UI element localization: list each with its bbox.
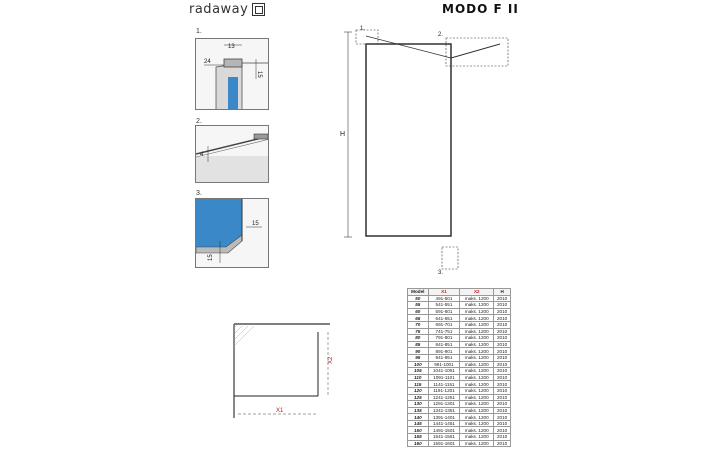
callout-3: 3. [438, 270, 444, 276]
table-row [408, 321, 511, 328]
col-model-header: Model [408, 289, 429, 296]
cell-x1: 1091-1101 [428, 374, 460, 381]
cell-model: 155 [408, 434, 429, 441]
table-row [408, 381, 511, 388]
table-row [408, 434, 511, 441]
cell-x2: maks. 1200 [460, 341, 494, 348]
col-h-header: H [494, 289, 511, 296]
cell-x2: maks. 1200 [460, 315, 494, 322]
brand-logo [189, 2, 265, 17]
cell-x2: maks. 1200 [460, 434, 494, 441]
cell-x1: 941-951 [428, 354, 460, 361]
col-x2-header: X2 [460, 289, 494, 296]
table-row [408, 427, 511, 434]
table-row [408, 374, 511, 381]
cell-model: 140 [408, 414, 429, 421]
spec-table [407, 288, 511, 447]
col-x1-header: X1 [428, 289, 460, 296]
cell-x1: 541-551 [428, 302, 460, 309]
spec-table-header [408, 289, 511, 296]
cell-x1: 891-901 [428, 348, 460, 355]
detail-2-label: 2. [196, 118, 202, 125]
cell-x2: maks. 1200 [460, 407, 494, 414]
cell-model: 120 [408, 387, 429, 394]
cell-model: 55 [408, 302, 429, 309]
cell-model: 90 [408, 348, 429, 355]
cell-model: 80 [408, 335, 429, 342]
cell-h: 2010 [494, 420, 511, 427]
cell-h: 2010 [494, 295, 511, 302]
cell-h: 2010 [494, 308, 511, 315]
cell-model: 60 [408, 308, 429, 315]
cell-x1: 591-601 [428, 308, 460, 315]
detail-2-dim-a: 4 [200, 152, 204, 158]
cell-x2: maks. 1200 [460, 387, 494, 394]
cell-h: 2010 [494, 315, 511, 322]
cell-h: 2010 [494, 407, 511, 414]
table-row [408, 387, 511, 394]
cell-h: 2010 [494, 335, 511, 342]
cell-x1: 1041-1051 [428, 368, 460, 375]
cell-x2: maks. 1200 [460, 414, 494, 421]
cell-x2: maks. 1200 [460, 348, 494, 355]
cell-h: 2010 [494, 427, 511, 434]
cell-model: 130 [408, 401, 429, 408]
cell-model: 105 [408, 368, 429, 375]
cell-x2: maks. 1200 [460, 361, 494, 368]
product-title: MODO F II [442, 2, 519, 16]
detail-1-drawing [196, 39, 269, 110]
cell-x1: 1191-1201 [428, 387, 460, 394]
cell-x1: 1391-1401 [428, 414, 460, 421]
cell-x2: maks. 1200 [460, 394, 494, 401]
cell-x1: 1141-1151 [428, 381, 460, 388]
cell-model: 70 [408, 321, 429, 328]
plan-view-drawing [228, 318, 338, 428]
cell-x2: maks. 1200 [460, 308, 494, 315]
cell-model: 145 [408, 420, 429, 427]
cell-x2: maks. 1200 [460, 328, 494, 335]
cell-x2: maks. 1200 [460, 295, 494, 302]
table-row [408, 328, 511, 335]
main-elevation-drawing [330, 22, 530, 282]
cell-h: 2010 [494, 328, 511, 335]
cell-model: 110 [408, 374, 429, 381]
cell-model: 95 [408, 354, 429, 361]
cell-h: 2010 [494, 414, 511, 421]
cell-model: 135 [408, 407, 429, 414]
table-row [408, 394, 511, 401]
spec-table-body [408, 295, 511, 447]
cell-model: 150 [408, 427, 429, 434]
detail-3-label: 3. [196, 190, 202, 197]
detail-3-frame [195, 198, 269, 268]
height-label: H [340, 131, 346, 138]
cell-x2: maks. 1200 [460, 374, 494, 381]
detail-3-dim-a: 15 [252, 221, 259, 227]
cell-h: 2010 [494, 381, 511, 388]
cell-model: 75 [408, 328, 429, 335]
cell-h: 2010 [494, 368, 511, 375]
table-row [408, 401, 511, 408]
table-row [408, 341, 511, 348]
cell-x2: maks. 1200 [460, 335, 494, 342]
cell-model: 65 [408, 315, 429, 322]
cell-h: 2010 [494, 401, 511, 408]
cell-x2: maks. 1200 [460, 420, 494, 427]
detail-3-dim-b: 15 [208, 254, 214, 261]
detail-1-dim-c: 15 [256, 71, 262, 78]
detail-1-frame [195, 38, 269, 110]
detail-2-frame [195, 125, 269, 183]
detail-1-dim-a: 13 [228, 44, 235, 50]
cell-x2: maks. 1200 [460, 302, 494, 309]
plan-x1-label: X1 [276, 408, 284, 414]
cell-x1: 1341-1351 [428, 407, 460, 414]
table-row [408, 302, 511, 309]
cell-h: 2010 [494, 354, 511, 361]
table-row [408, 361, 511, 368]
cell-x1: 741-751 [428, 328, 460, 335]
table-row [408, 348, 511, 355]
table-row [408, 407, 511, 414]
cell-h: 2010 [494, 387, 511, 394]
cell-x2: maks. 1200 [460, 368, 494, 375]
cell-model: 125 [408, 394, 429, 401]
detail-1-label: 1. [196, 28, 202, 35]
cell-x2: maks. 1200 [460, 401, 494, 408]
cell-x1: 691-701 [428, 321, 460, 328]
cell-x1: 641-651 [428, 315, 460, 322]
cell-x2: maks. 1200 [460, 440, 494, 447]
table-row [408, 354, 511, 361]
cell-x1: 491-501 [428, 295, 460, 302]
cell-x1: 1541-1551 [428, 434, 460, 441]
cell-x1: 1241-1251 [428, 394, 460, 401]
cell-x1: 841-851 [428, 341, 460, 348]
cell-x2: maks. 1200 [460, 381, 494, 388]
cell-model: 85 [408, 341, 429, 348]
cell-x1: 1291-1301 [428, 401, 460, 408]
detail-2-drawing [196, 126, 269, 183]
cell-h: 2010 [494, 302, 511, 309]
cell-x1: 1441-1451 [428, 420, 460, 427]
cell-x1: 991-1001 [428, 361, 460, 368]
callout-1: 1. [360, 26, 366, 32]
cell-model: 50 [408, 295, 429, 302]
table-row [408, 440, 511, 447]
table-row [408, 295, 511, 302]
cell-h: 2010 [494, 394, 511, 401]
brand-name: radaway [189, 2, 249, 17]
plan-x2-label: X2 [328, 356, 334, 364]
callout-2: 2. [438, 32, 444, 38]
cell-x1: 1491-1501 [428, 427, 460, 434]
detail-1-dim-b: 24 [204, 59, 211, 65]
table-row [408, 308, 511, 315]
cell-model: 100 [408, 361, 429, 368]
cell-h: 2010 [494, 321, 511, 328]
cell-x2: maks. 1200 [460, 427, 494, 434]
table-row [408, 414, 511, 421]
table-row [408, 335, 511, 342]
cell-x1: 791-801 [428, 335, 460, 342]
cell-h: 2010 [494, 434, 511, 441]
cell-x2: maks. 1200 [460, 354, 494, 361]
cell-model: 115 [408, 381, 429, 388]
cell-h: 2010 [494, 374, 511, 381]
brand-logo-icon [252, 3, 265, 16]
table-row [408, 368, 511, 375]
cell-h: 2010 [494, 361, 511, 368]
cell-h: 2010 [494, 440, 511, 447]
cell-x2: maks. 1200 [460, 321, 494, 328]
cell-x1: 1591-1601 [428, 440, 460, 447]
cell-h: 2010 [494, 348, 511, 355]
table-row [408, 315, 511, 322]
cell-model: 160 [408, 440, 429, 447]
detail-3-drawing [196, 199, 269, 268]
cell-h: 2010 [494, 341, 511, 348]
table-row [408, 420, 511, 427]
